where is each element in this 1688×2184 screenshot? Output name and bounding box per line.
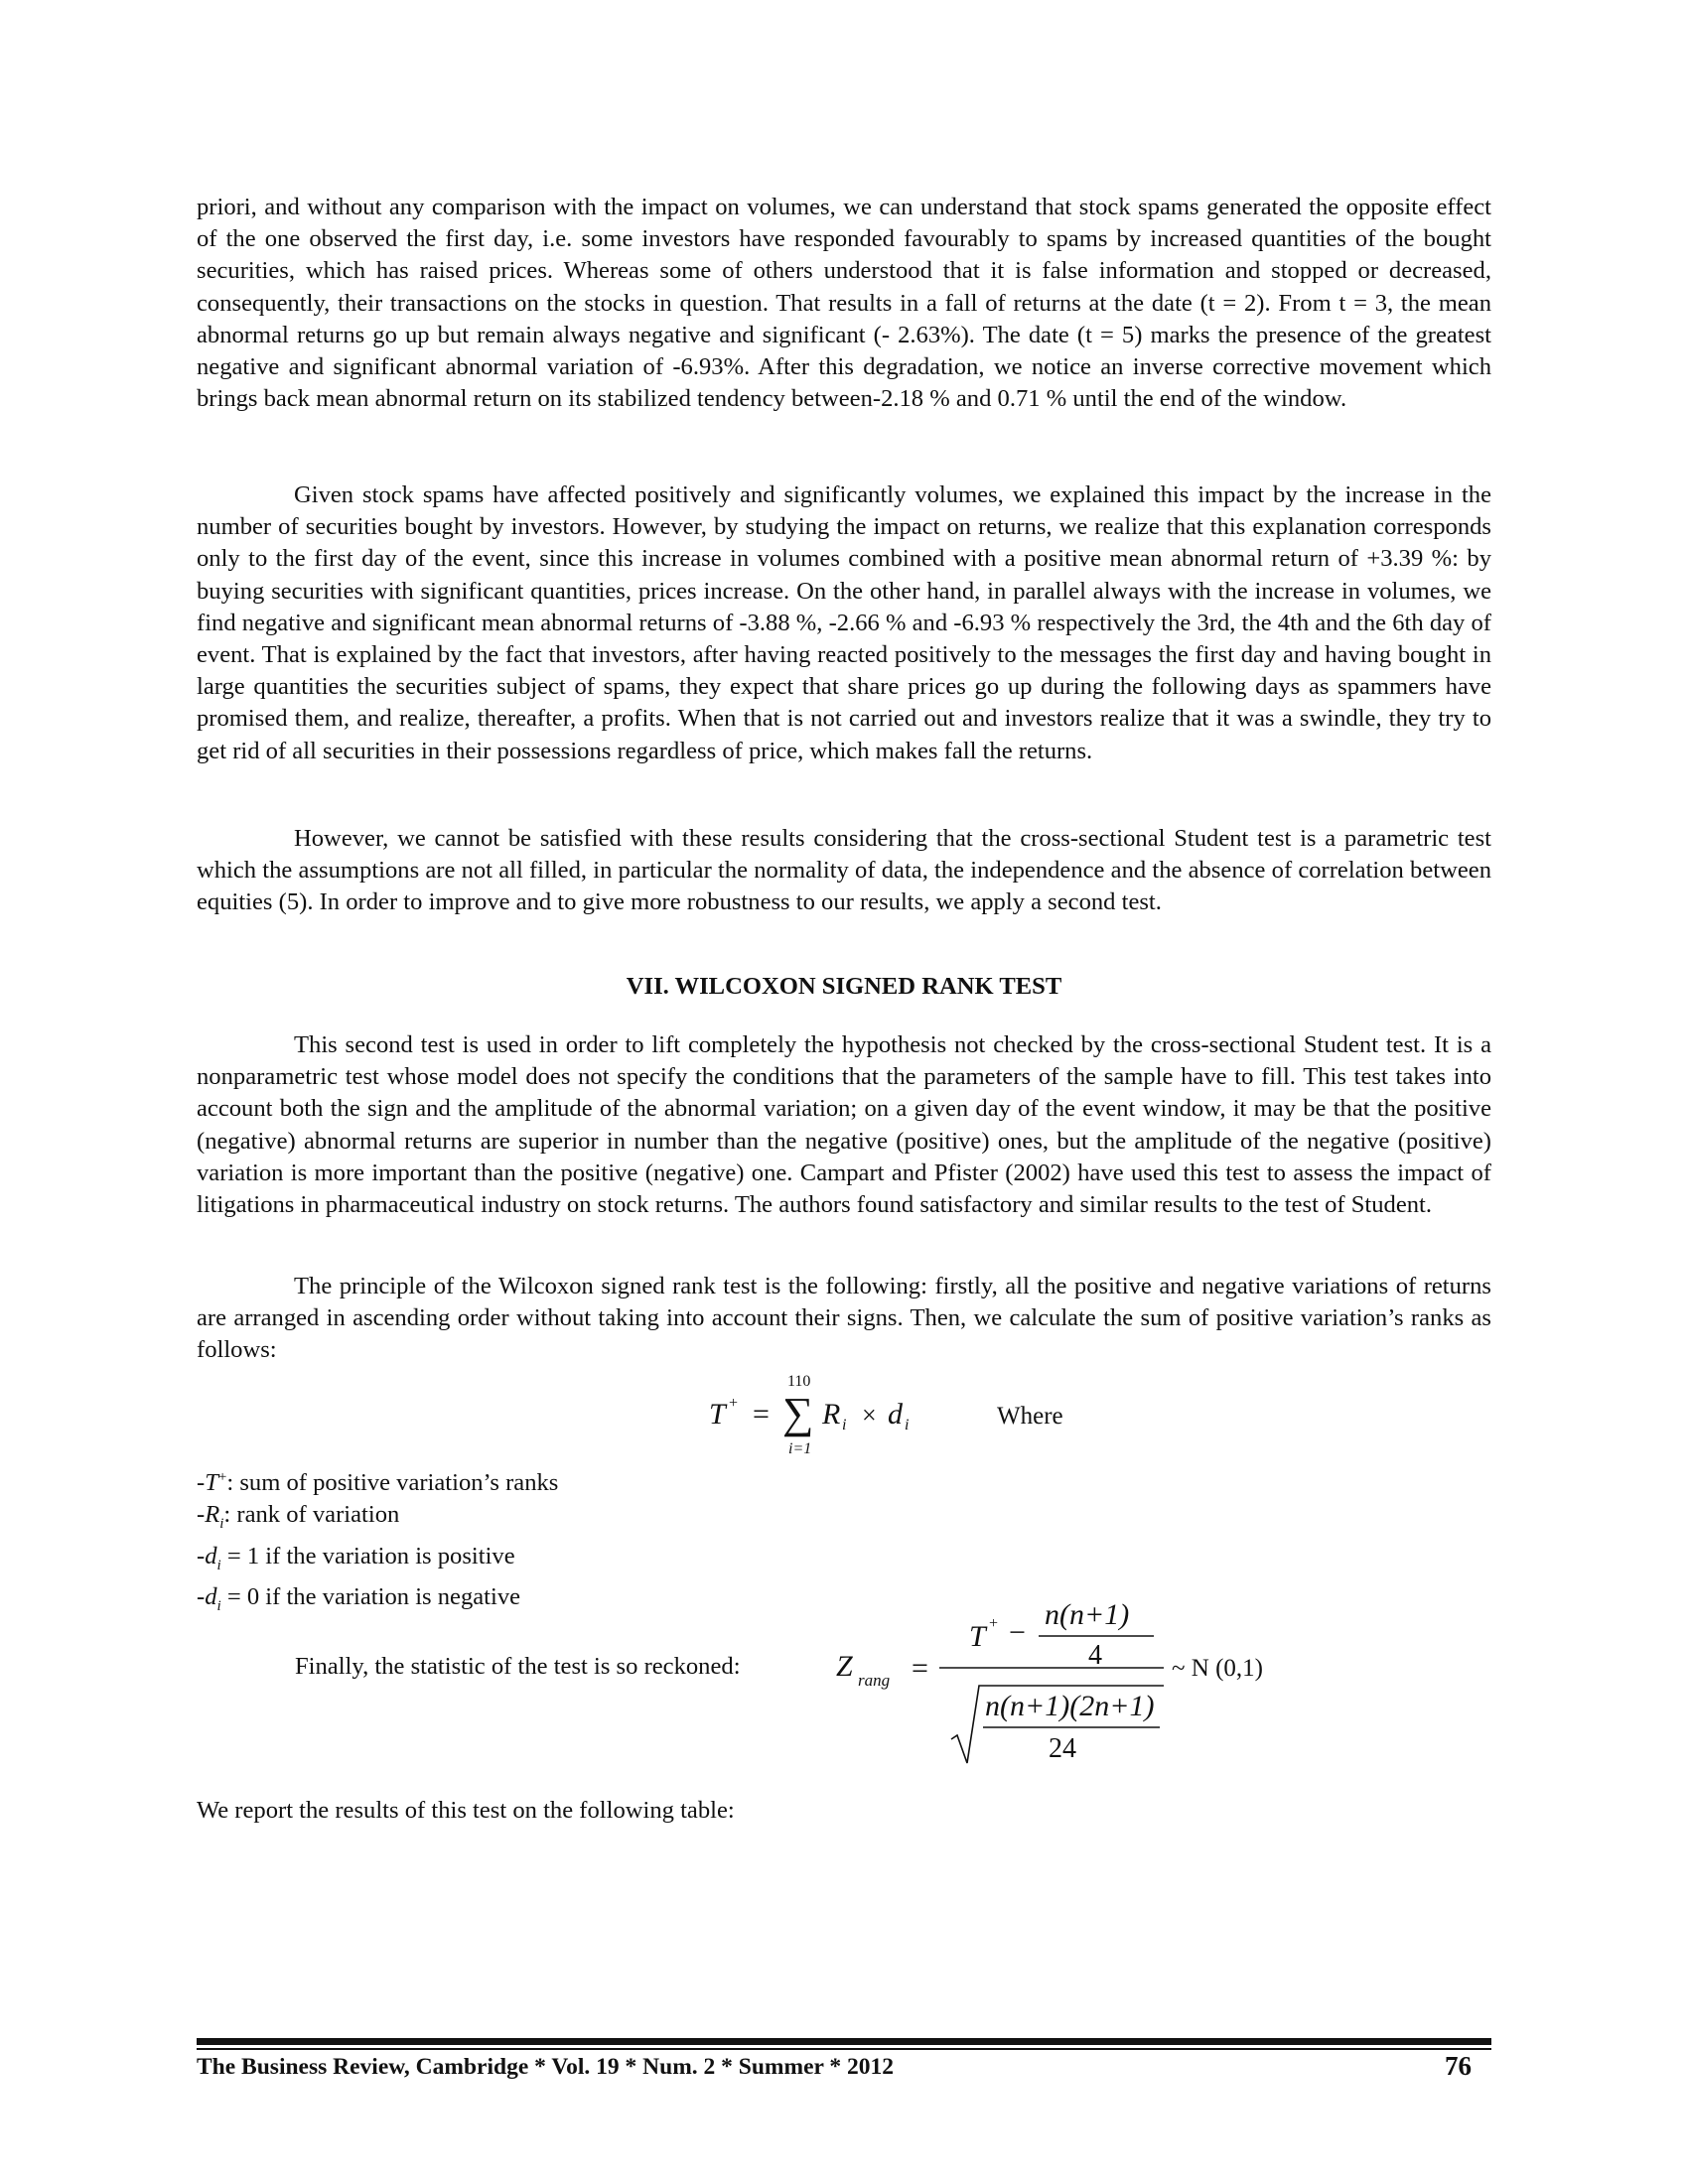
footer-rule-thin: [197, 2048, 1491, 2050]
paragraph-1: priori, and without any comparison with the impact on volumes, we can understand that stock spams generated the opposite effect of the one observed the first day, i.e. some investors have responded favourably to spams by increased quantities of the bought securities, which has raised prices. Whereas some of others understood that it is false information and stopped or decreased, consequently, their transactions on the stocks in question. That results in a fall of returns at the date (t = 2). From t = 3, the mean abnormal returns go up but remain always negative and significant (- 2.63%). The date (t = 5) marks the presence of the greatest negative and significant abnormal variation of -6.93%. After this degradation, we notice an inverse corrective movement which brings back mean abnormal return on its stabilized tendency between-2.18 % and 0.71 % until the end of the window.: [197, 194, 1491, 413]
definition-item: $-R_i$: rank of variation: [197, 1501, 400, 1533]
report-text: We report the results of this test on the following table:: [197, 1797, 735, 1824]
definition-item: $-d_i = 0$ if the variation is negative: [197, 1582, 521, 1614]
formula1-sigma: ∑: [782, 1389, 814, 1437]
z-statistic-formula: [834, 1594, 1331, 1783]
formula1-where: Where: [997, 1403, 1063, 1430]
paragraph-3: However, we cannot be satisfied with these results considering that the cross-sectional Student test is a parametric test which the assumptions are not all filled, in particular the normality of data, the independence and the absence of correlation between equities (5). In order to improve and to give more robustness to our results, we apply a second test.: [197, 825, 1491, 916]
formula1-times: ×: [862, 1401, 877, 1430]
formula1-upper-limit: 110: [787, 1373, 811, 1390]
formula2-minus: −: [1009, 1616, 1026, 1649]
formula2-z: Z: [836, 1650, 853, 1683]
formula1-lower-limit: i=1: [788, 1440, 812, 1457]
formula2-root-top: n(n+1)(2n+1): [985, 1690, 1155, 1722]
formula2-t-sup: +: [989, 1615, 999, 1632]
formula1-lhs: T: [709, 1398, 726, 1431]
formula2-root-bottom: 24: [1049, 1733, 1076, 1764]
definitions-list: [197, 1461, 558, 1622]
formula2-z-sub: rang: [858, 1671, 891, 1690]
formula1-r: R: [822, 1398, 841, 1431]
formula2-num-bottom: 4: [1088, 1640, 1102, 1671]
definition-item: -T+: sum of positive variation’s ranks: [197, 1469, 559, 1497]
paragraph-4: This second test is used in order to lift completely the hypothesis not checked by the cross-sectional Student test. It is a nonparametric test whose model does not specify the conditions that the parameters of the sample have to fill. This test takes into account both the sign and the amplitude of the abnormal variation; on a given day of the event window, it may be that the positive (negative) abnormal returns are superior in number than the negative (positive) ones, but the amplitude of the negative (positive) variation is more important than the positive (negative) one. Campart and Pfister (2002) have used this test to assess the impact of litigations in pharmaceutical industry on stock returns. The authors found satisfactory and similar results to the test of Student.: [197, 1031, 1491, 1219]
formula2-equals: =: [912, 1652, 928, 1685]
formula1-d-sub: i: [905, 1417, 910, 1433]
paragraph-2: Given stock spams have affected positively and significantly volumes, we explained this impact by the increase in the number of securities bought by investors. However, by studying the impact on returns, we realize that this explanation corresponds only to the first day of the event, since this increase in volumes combined with a positive mean abnormal return of +3.39 %: by buying securities with significant quantities, prices increase. On the other hand, in parallel always with the increase in volumes, we find negative and significant mean abnormal returns of -3.88 %, -2.66 % and -6.93 % respectively the 3rd, the 4th and the 6th day of event. That is explained by the fact that investors, after having reacted positively to the messages the first day and having bought in large quantities the securities subject of spams, they expect that share prices go up during the following days as spammers have promised them, and realize, thereafter, a profits. When that is not carried out and investors realize that it was a swindle, they try to get rid of all securities in their possessions regardless of price, which makes fall the returns.: [197, 481, 1491, 764]
formula1-r-sub: i: [842, 1417, 847, 1433]
formula2-distribution: ~ N (0,1): [1172, 1655, 1263, 1682]
formula1-equals: =: [753, 1398, 770, 1431]
paragraph-5: The principle of the Wilcoxon signed rank test is the following: firstly, all the positive and negative variations of returns are arranged in ascending order without taking into account their signs. Then, we calculate the sum of positive variation’s ranks as follows:: [197, 1273, 1491, 1364]
section-heading: VII. WILCOXON SIGNED RANK TEST: [626, 973, 1062, 1000]
footer-rule-thick: [197, 2038, 1491, 2045]
definition-item: $-d_i = 1$ if the variation is positive: [197, 1542, 515, 1573]
formula1-d: d: [888, 1398, 903, 1431]
footer-journal: The Business Review, Cambridge * Vol. 19 * Num. 2 * Summer * 2012: [197, 2054, 895, 2080]
finally-text: Finally, the statistic of the test is so reckoned:: [295, 1653, 741, 1680]
formula2-num-top: n(n+1): [1045, 1598, 1130, 1631]
rank-sum-formula: [695, 1368, 1291, 1477]
formula1-sup: +: [729, 1395, 739, 1412]
page-number: 76: [1445, 2051, 1472, 2081]
formula2-t: T: [969, 1620, 986, 1653]
